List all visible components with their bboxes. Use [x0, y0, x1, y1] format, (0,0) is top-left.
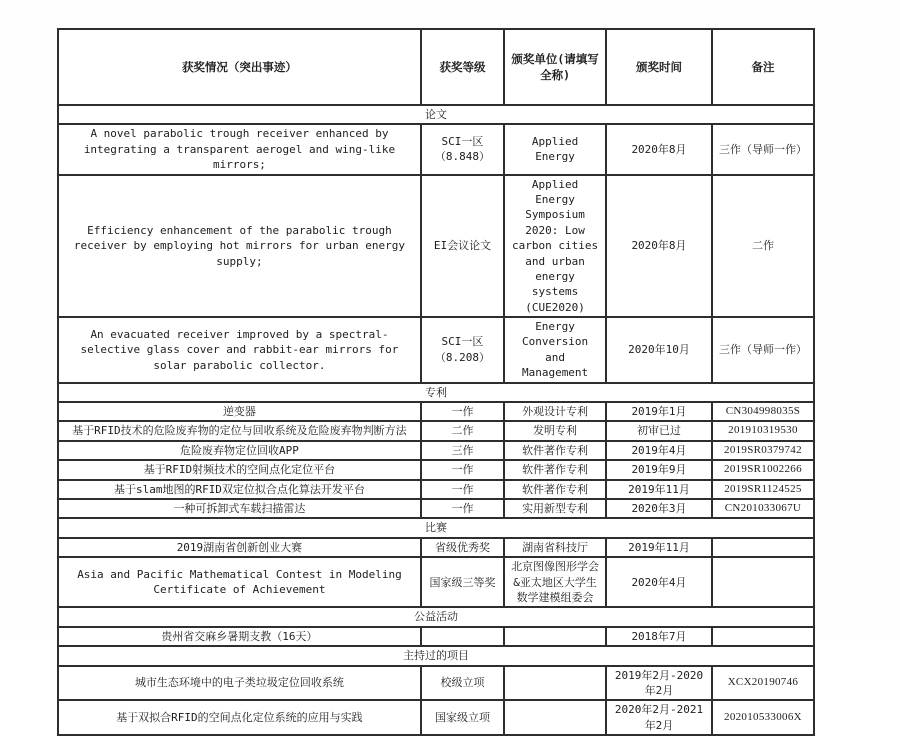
cell-time: 2019年9月	[606, 460, 712, 479]
column-header: 颁奖单位(请填写全称)	[504, 29, 606, 105]
column-header: 获奖情况（突出事迹）	[58, 29, 421, 105]
table-row	[58, 124, 814, 174]
cell-unit: 软件著作专利	[504, 460, 606, 479]
cell-level: SCI一区 （8.208）	[421, 317, 504, 383]
cell-unit	[504, 700, 606, 735]
table-row	[58, 421, 814, 440]
cell-achievement: 贵州省交麻乡暑期支教（16天）	[58, 627, 421, 646]
cell-unit	[504, 666, 606, 701]
cell-time: 2020年4月	[606, 557, 712, 607]
cell-remark: 三作（导师一作）	[712, 124, 814, 174]
cell-achievement: A novel parabolic trough receiver enhanced by integrating a transparent aerogel and wing-like mirrors;	[58, 124, 421, 174]
cell-time: 2020年8月	[606, 175, 712, 318]
cell-time: 2019年2月-2020年2月	[606, 666, 712, 701]
section-row	[58, 383, 814, 402]
cell-unit: Applied Energy	[504, 124, 606, 174]
cell-achievement: Efficiency enhancement of the parabolic trough receiver by employing hot mirrors for urban energy supply;	[58, 175, 421, 318]
cell-level: 二作	[421, 421, 504, 440]
cell-achievement: 逆变器	[58, 402, 421, 421]
table-header	[58, 29, 814, 105]
cell-remark: XCX20190746	[712, 666, 814, 701]
cell-remark: 2019SR1124525	[712, 480, 814, 499]
cell-level: 一作	[421, 499, 504, 518]
cell-time: 2020年2月-2021年2月	[606, 700, 712, 735]
cell-level: 一作	[421, 402, 504, 421]
cell-achievement: 一种可拆卸式车载扫描雷达	[58, 499, 421, 518]
section-title: 专利	[58, 383, 814, 402]
header-row	[58, 29, 814, 105]
cell-achievement: Asia and Pacific Mathematical Contest in Modeling Certificate of Achievement	[58, 557, 421, 607]
table-row	[58, 557, 814, 607]
cell-remark	[712, 538, 814, 557]
section-row	[58, 607, 814, 626]
cell-achievement: An evacuated receiver improved by a spectral-selective glass cover and rabbit-ear mirrors for solar parabolic collector.	[58, 317, 421, 383]
cell-remark	[712, 627, 814, 646]
cell-remark: 202010533006X	[712, 700, 814, 735]
table-row	[58, 175, 814, 318]
cell-remark	[712, 557, 814, 607]
cell-achievement: 基于slam地图的RFID双定位拟合点化算法开发平台	[58, 480, 421, 499]
cell-level: 一作	[421, 460, 504, 479]
cell-achievement: 2019湖南省创新创业大赛	[58, 538, 421, 557]
cell-time: 2019年11月	[606, 480, 712, 499]
table-row	[58, 700, 814, 735]
cell-unit: 北京图像图形学会&亚太地区大学生数学建模组委会	[504, 557, 606, 607]
cell-level: EI会议论文	[421, 175, 504, 318]
cell-achievement: 危险废弃物定位回收APP	[58, 441, 421, 460]
column-header: 获奖等级	[421, 29, 504, 105]
table-row	[58, 480, 814, 499]
column-header: 备注	[712, 29, 814, 105]
section-row	[58, 646, 814, 665]
section-title: 公益活动	[58, 607, 814, 626]
cell-level: SCI一区 （8.848）	[421, 124, 504, 174]
cell-remark: CN201033067U	[712, 499, 814, 518]
table-row	[58, 666, 814, 701]
cell-remark: 201910319530	[712, 421, 814, 440]
section-row	[58, 518, 814, 537]
cell-unit	[504, 627, 606, 646]
cell-level: 校级立项	[421, 666, 504, 701]
cell-achievement: 基于RFID技术的危险废弃物的定位与回收系统及危险废弃物判断方法	[58, 421, 421, 440]
cell-unit: 软件著作专利	[504, 441, 606, 460]
cell-unit: Applied Energy Symposium 2020: Low carbon cities and urban energy systems (CUE2020)	[504, 175, 606, 318]
cell-time: 2020年3月	[606, 499, 712, 518]
cell-unit: 外观设计专利	[504, 402, 606, 421]
cell-remark: 2019SR0379742	[712, 441, 814, 460]
table-row	[58, 402, 814, 421]
section-title: 论文	[58, 105, 814, 124]
cell-level: 一作	[421, 480, 504, 499]
cell-level: 三作	[421, 441, 504, 460]
cell-level: 国家级三等奖	[421, 557, 504, 607]
cell-time: 初审已过	[606, 421, 712, 440]
cell-time: 2019年11月	[606, 538, 712, 557]
cell-time: 2019年1月	[606, 402, 712, 421]
section-title: 比赛	[58, 518, 814, 537]
cell-remark: 二作	[712, 175, 814, 318]
table-row	[58, 460, 814, 479]
table-row	[58, 317, 814, 383]
table-row	[58, 499, 814, 518]
table-row	[58, 627, 814, 646]
section-title: 主持过的项目	[58, 646, 814, 665]
cell-time: 2020年8月	[606, 124, 712, 174]
cell-unit: Energy Conversion and Management	[504, 317, 606, 383]
column-header: 颁奖时间	[606, 29, 712, 105]
cell-unit: 湖南省科技厅	[504, 538, 606, 557]
cell-remark: 三作（导师一作）	[712, 317, 814, 383]
table-row	[58, 441, 814, 460]
cell-achievement: 城市生态环境中的电子类垃圾定位回收系统	[58, 666, 421, 701]
cell-time: 2020年10月	[606, 317, 712, 383]
cell-level: 省级优秀奖	[421, 538, 504, 557]
cell-unit: 软件著作专利	[504, 480, 606, 499]
table-row	[58, 538, 814, 557]
cell-achievement: 基于双拟合RFID的空间点化定位系统的应用与实践	[58, 700, 421, 735]
cell-remark: 2019SR1002266	[712, 460, 814, 479]
cell-achievement: 基于RFID射频技术的空间点化定位平台	[58, 460, 421, 479]
cell-time: 2019年4月	[606, 441, 712, 460]
awards-table	[57, 28, 815, 736]
cell-time: 2018年7月	[606, 627, 712, 646]
section-row	[58, 105, 814, 124]
cell-remark: CN304998035S	[712, 402, 814, 421]
cell-level	[421, 627, 504, 646]
cell-unit: 实用新型专利	[504, 499, 606, 518]
cell-unit: 发明专利	[504, 421, 606, 440]
cell-level: 国家级立项	[421, 700, 504, 735]
